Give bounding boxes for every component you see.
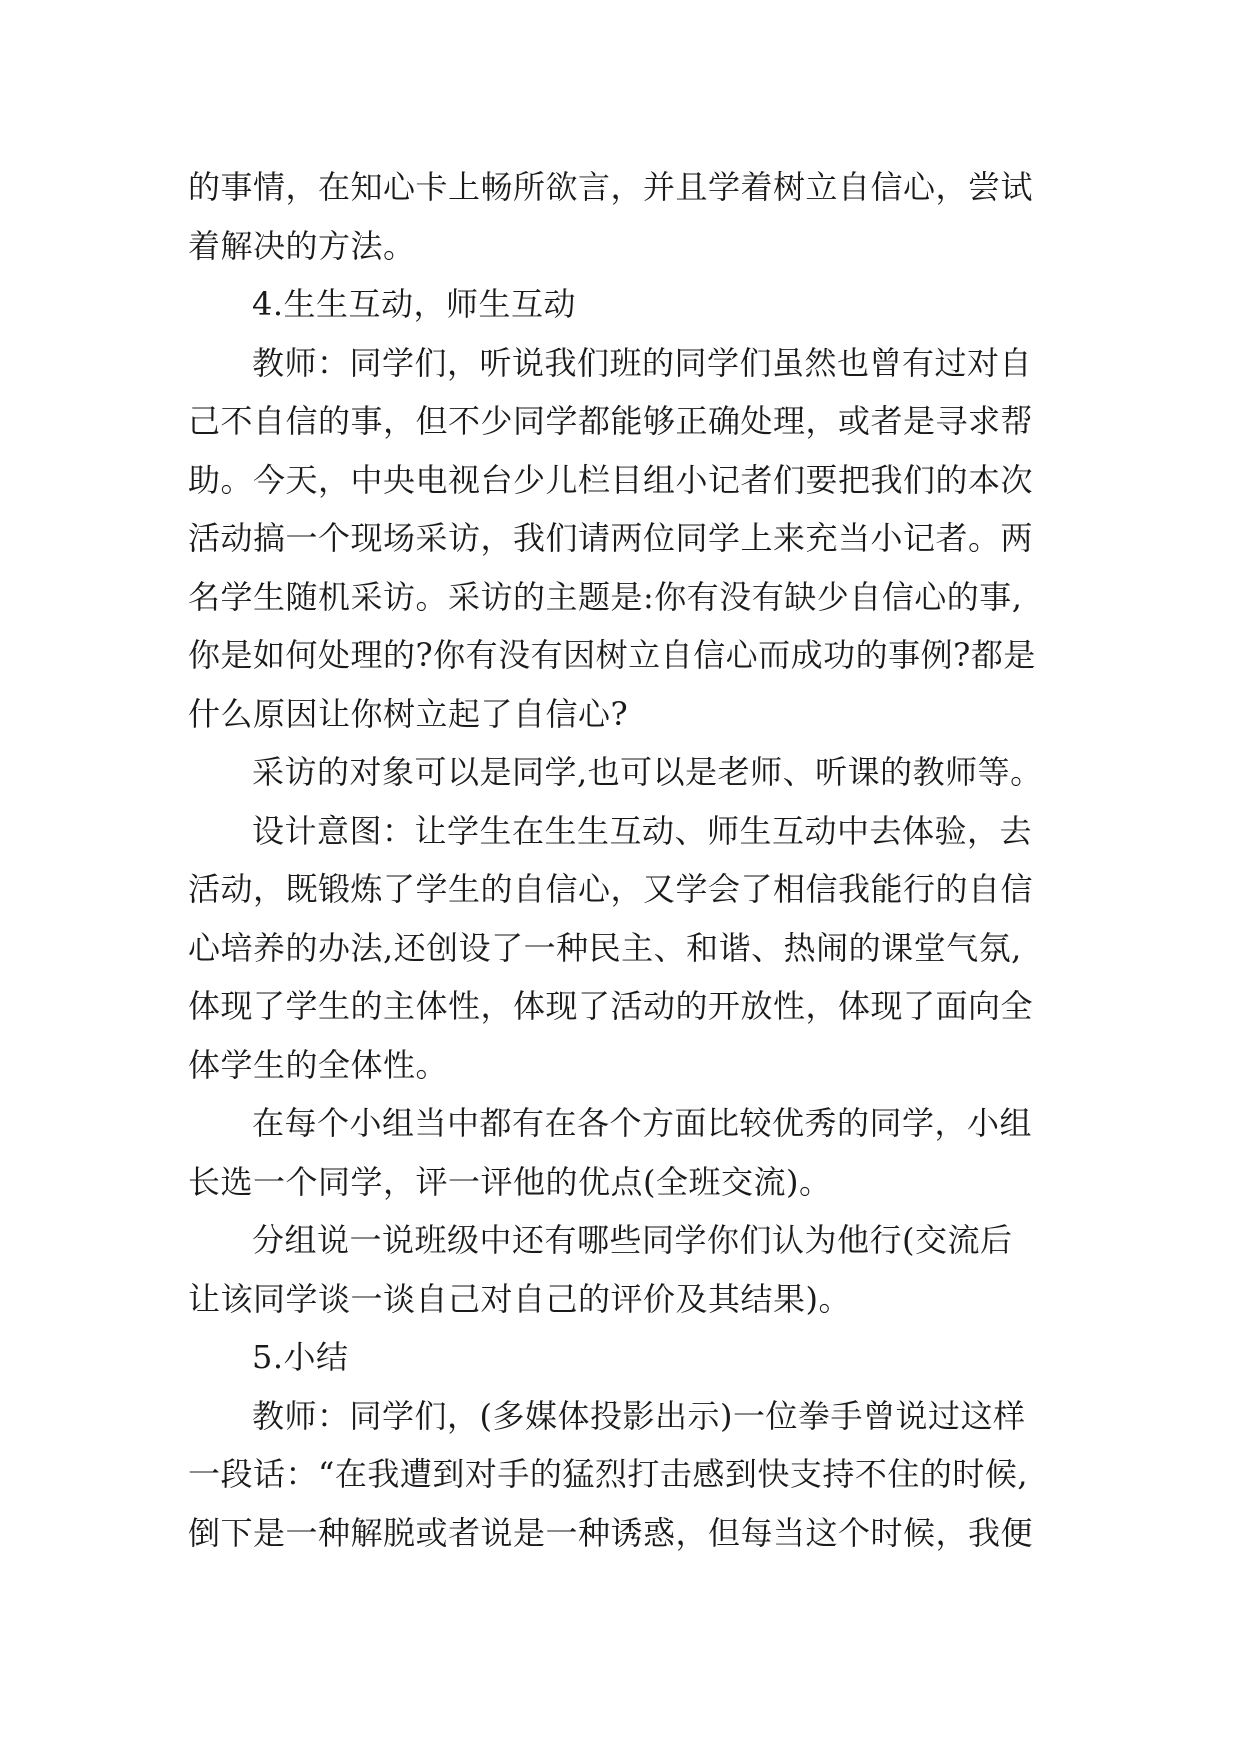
text-line: 你是如何处理的?你有没有因树立自信心而成功的事例?都是 bbox=[188, 636, 1036, 674]
text-line: 倒下是一种解脱或者说是一种诱惑，但每当这个时候，我便 bbox=[188, 1513, 1034, 1552]
paragraph bbox=[188, 802, 1054, 1095]
text-line: 采访的对象可以是同学,也可以是老师、听课的教师等。 bbox=[252, 753, 1043, 791]
text-line: 活动搞一个现场采访，我们请两位同学上来充当小记者。两 bbox=[188, 519, 1034, 557]
text-line: 活动，既锻炼了学生的自信心，又学会了相信我能行的自信 bbox=[188, 870, 1034, 908]
text-line: 长选一个同学，评一评他的优点(全班交流)。 bbox=[188, 1162, 832, 1201]
text-line: 己不自信的事，但不少同学都能够正确处理，或者是寻求帮 bbox=[188, 402, 1034, 440]
text-line: 分组说一说班级中还有哪些同学你们认为他行(交流后 bbox=[252, 1221, 1013, 1259]
section-heading bbox=[188, 275, 1054, 334]
text-line: 教师：同学们，(多媒体投影出示)一位拳手曾说过这样 bbox=[252, 1396, 1026, 1435]
text-line: 心培养的办法,还创设了一种民主、和谐、热闹的课堂气氛, bbox=[188, 928, 1022, 967]
text-line: 5.小结 bbox=[252, 1338, 349, 1376]
text-line: 名学生随机采访。采访的主题是:你有没有缺少自信心的事, bbox=[188, 577, 1023, 616]
text-line: 着解决的方法。 bbox=[188, 226, 416, 265]
text-line: 体学生的全体性。 bbox=[188, 1045, 449, 1084]
paragraph bbox=[188, 1387, 1054, 1563]
text-line: 助。今天，中央电视台少儿栏目组小记者们要把我们的本次 bbox=[188, 460, 1034, 499]
text-line: 教师：同学们，听说我们班的同学们虽然也曾有过对自 bbox=[252, 343, 1033, 382]
text-line: 一段话：“在我遭到对手的猛烈打击感到快支持不住的时候, bbox=[188, 1455, 1029, 1493]
paragraph bbox=[188, 1211, 1054, 1328]
text-line: 在每个小组当中都有在各个方面比较优秀的同学，小组 bbox=[252, 1104, 1033, 1142]
section-heading bbox=[188, 1328, 1054, 1387]
text-line: 让该同学谈一谈自己对自己的评价及其结果)。 bbox=[188, 1279, 851, 1318]
text-line: 4.生生互动，师生互动 bbox=[252, 285, 577, 323]
text-line: 设计意图：让学生在生生互动、师生互动中去体验，去 bbox=[252, 811, 1033, 850]
paragraph bbox=[188, 334, 1054, 744]
text-line: 的事情，在知心卡上畅所欲言，并且学着树立自信心，尝试 bbox=[188, 168, 1034, 206]
text-line: 什么原因让你树立起了自信心? bbox=[188, 694, 629, 733]
paragraph bbox=[188, 158, 1054, 275]
paragraph bbox=[188, 1094, 1054, 1211]
paragraph bbox=[188, 743, 1054, 802]
document-body bbox=[188, 158, 1054, 1562]
text-line: 体现了学生的主体性，体现了活动的开放性，体现了面向全 bbox=[188, 987, 1034, 1025]
